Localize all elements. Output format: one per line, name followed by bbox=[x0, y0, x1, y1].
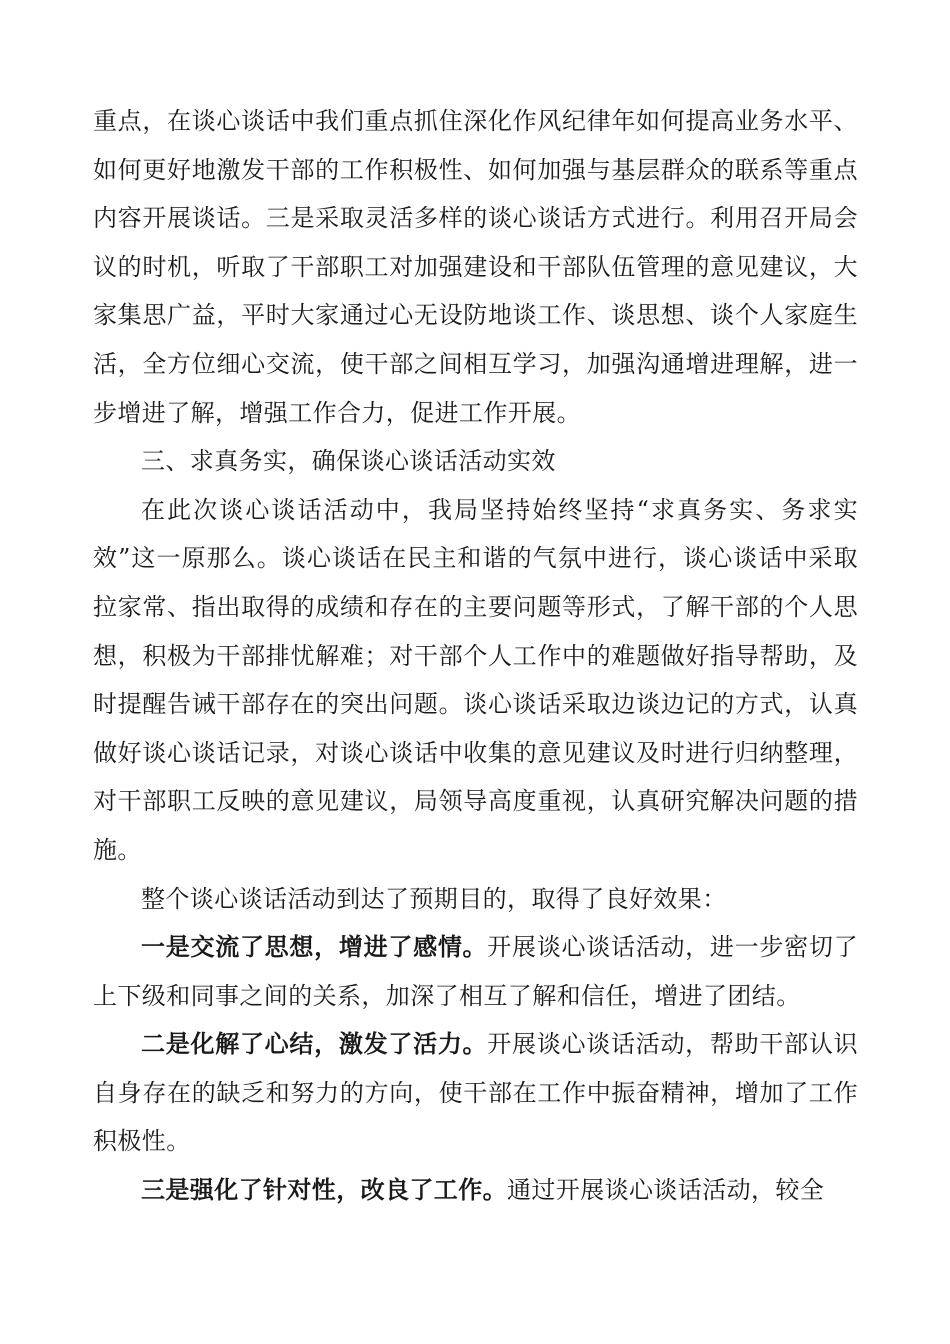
section-heading-3: 三、求真务实，确保谈心谈话活动实效 bbox=[141, 447, 556, 476]
effect-2-lead: 二是化解了心结，激发了活力。 bbox=[141, 1030, 488, 1059]
paragraph-practical: 在此次谈心谈话活动中，我局坚持始终坚持“求真务实、务求实效”这一原那么。谈心谈话在民主和谐的气氛中进行，谈心谈话中采取拉家常、指出取得的成绩和存在的主要问题等形式，了解干部的个人思想，积极为干部排忧解难；对干部个人工作中的难题做好指导帮助，及时提醒告诫干部存在的突出问题。谈心谈话采取边谈边记的方式，认真做好谈心谈话记录，对谈心谈话中收集的意见建议及时进行归纳整理，对干部职工反映的意见建议，局领导高度重视，认真研究解决问题的措施。 bbox=[93, 495, 858, 864]
document-body bbox=[93, 97, 858, 1215]
effect-3-lead: 三是强化了针对性，改良了工作。 bbox=[141, 1176, 507, 1205]
paragraph-effect-2 bbox=[93, 1020, 858, 1166]
paragraph-effect-3 bbox=[93, 1166, 858, 1215]
paragraph-continued: 重点，在谈心谈话中我们重点抓住深化作风纪律年如何提高业务水平、如何更好地激发干部的工作积极性、如何加强与基层群众的联系等重点内容开展谈话。三是采取灵活多样的谈心谈话方式进行。利用召开局会议的时机，听取了干部职工对加强建设和干部队伍管理的意见建议，大家集思广益，平时大家通过心无设防地谈工作、谈思想、谈个人家庭生活，全方位细心交流，使干部之间相互学习，加强沟通增进理解，进一步增进了解，增强工作合力，促进工作开展。 bbox=[93, 107, 858, 427]
effect-1-text: 开展谈心谈话活动，进一步密切了上下级和同事之间的关系，加深了相互了解和信任，增进了团结。 bbox=[93, 933, 858, 1010]
paragraph-effect-1 bbox=[93, 923, 858, 1020]
effect-2-text: 开展谈心谈话活动，帮助干部认识自身存在的缺乏和努力的方向，使干部在工作中振奋精神，增加了工作积极性。 bbox=[93, 1030, 858, 1156]
effect-3-text: 通过开展谈心谈话活动，较全 bbox=[507, 1176, 825, 1205]
paragraph-summary: 整个谈心谈话活动到达了预期目的，取得了良好效果： bbox=[141, 884, 727, 913]
effect-1-lead: 一是交流了思想，增进了感情。 bbox=[141, 933, 488, 962]
